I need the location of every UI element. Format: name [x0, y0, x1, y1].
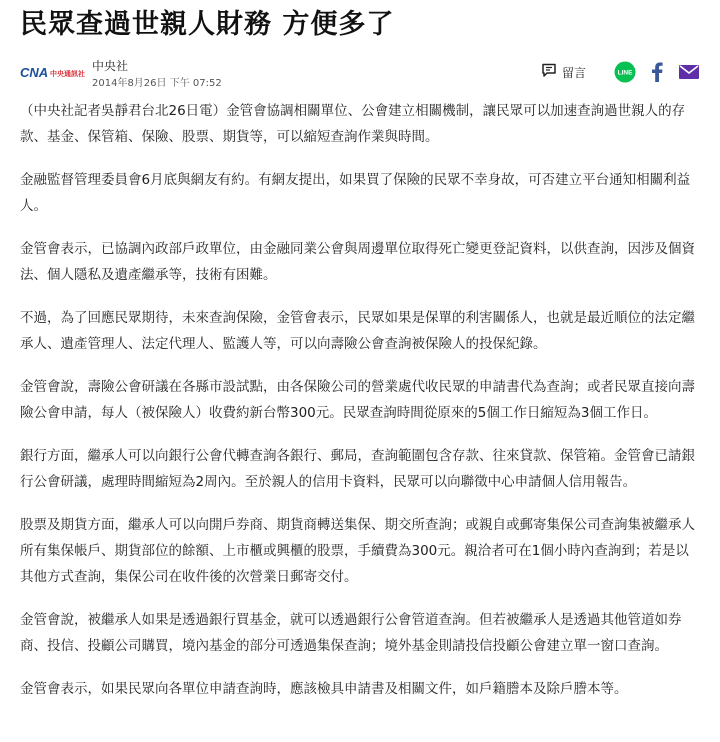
article-paragraph: 股票及期貨方面，繼承人可以向開戶券商、期貨商轉送集保、期交所查詢；或親自或郵寄集保公司查詢集被繼承人所有集保帳戶、期貨部位的餘額、上市櫃或興櫃的股票，手續費為300元。親洽者可在1個小時內查詢到；若是以其他方式查詢，集保公司在收件後的次營業日郵寄交付。: [20, 517, 695, 585]
article-title: 民眾查過世親人財務 方便多了: [20, 9, 395, 40]
article-body: [20, 98, 702, 719]
comment-label: 留言: [561, 65, 586, 80]
share-mail-button[interactable]: [678, 61, 700, 83]
article-paragraph: 金管會表示，已協調內政部戶政單位，由金融同業公會與周邊單位取得死亡變更登記資料，以供查詢，因涉及個資法、個人隱私及遺產繼承等，技術有困難。: [20, 241, 695, 283]
line-icon: [614, 61, 636, 83]
share-toolbar: [541, 59, 700, 85]
article-paragraph: 銀行方面，繼承人可以向銀行公會代轉查詢各銀行、郵局，查詢範圍包含存款、往來貸款、保管箱。金管會已請銀行公會研議，處理時間縮短為2周內。至於親人的信用卡資料，民眾可以向聯徵中心申請個人信用報告。: [20, 448, 695, 490]
cna-logo: [20, 64, 86, 80]
cna-logo-mark: [20, 64, 86, 80]
logo-text: 中央通訊社: [50, 70, 85, 78]
share-line-button[interactable]: [614, 61, 636, 83]
article-paragraph: 金管會表示，如果民眾向各單位申請查詢時，應該檢具申請書及相關文件，如戶籍謄本及除戶謄本等。: [20, 681, 628, 697]
article-paragraph: （中央社記者吳靜君台北26日電）金管會協調相關單位、公會建立相關機制，讓民眾可以加速查詢過世親人的存款、基金、保管箱、保險、股票、期貨等，可以縮短查詢作業與時間。: [20, 103, 686, 145]
facebook-icon: [650, 62, 664, 82]
mail-icon: [679, 64, 699, 80]
article-paragraph: 金管會說，被繼承人如果是透過銀行買基金，就可以透過銀行公會管道查詢。但若被繼承人是透過其他管道如券商、投信、投顧公司購買，境內基金的部分可透過集保查詢；境外基金則請投信投顧公會建立單一窗口查詢。: [20, 612, 682, 654]
article-paragraph: 不過，為了回應民眾期待，未來查詢保險，金管會表示，民眾如果是保單的利害關係人，也就是最近順位的法定繼承人、遺產管理人、法定代理人、監護人等，可以向壽險公會查詢被保險人的投保紀錄。: [20, 310, 695, 352]
share-facebook-button[interactable]: [646, 61, 668, 83]
article-source: 中央社: [92, 59, 129, 73]
svg-text:CNA: CNA: [20, 65, 49, 80]
line-icon-label: LINE: [617, 69, 633, 77]
article-meta: [20, 52, 700, 92]
article-paragraph: 金融監督管理委員會6月底與網友有約。有網友提出，如果買了保險的民眾不幸身故，可否建立平台通知相關利益人。: [20, 172, 691, 214]
article-date: 2014年8月26日 下午 07:52: [92, 78, 222, 89]
comment-icon: [541, 62, 557, 82]
comment-button[interactable]: [541, 62, 604, 82]
article-paragraph: 金管會說，壽險公會研議在各縣市設試點，由各保險公司的營業處代收民眾的申請書代為查詢；或者民眾直接向壽險公會申請，每人（被保險人）收費約新台幣300元。民眾查詢時間從原來的5個工作日縮短為3個工作日。: [20, 379, 695, 421]
